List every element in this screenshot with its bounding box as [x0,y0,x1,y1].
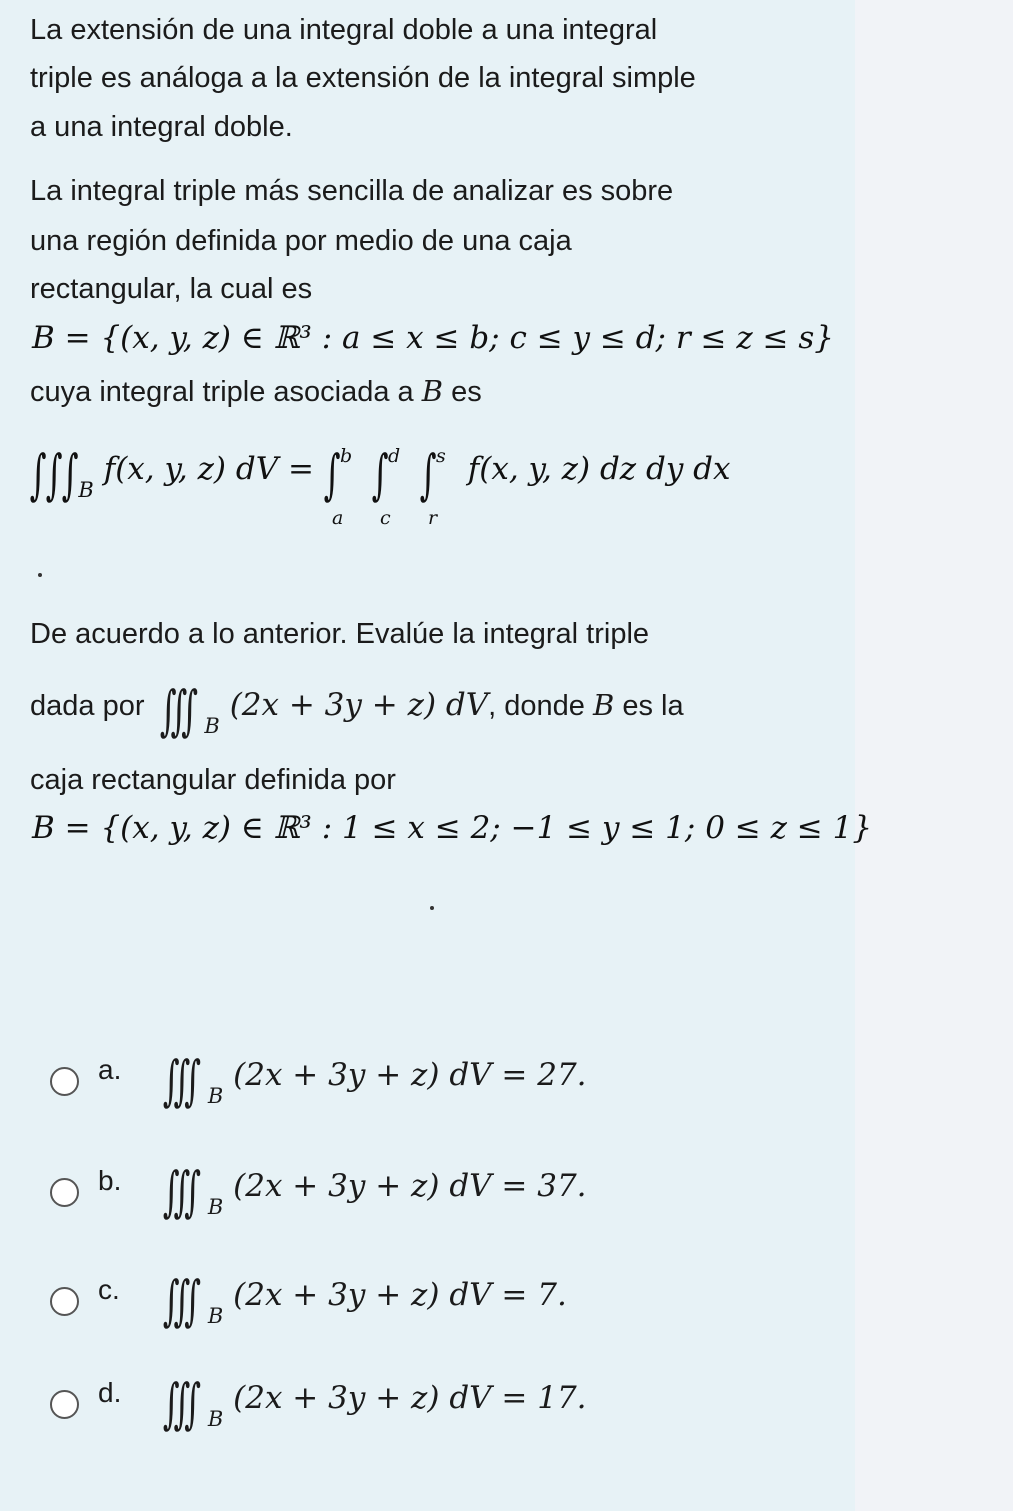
option-letter: c. [98,1274,120,1305]
option-a[interactable] [46,1049,826,1134]
period-dot [430,906,434,910]
option-letter: d. [98,1377,122,1408]
radio-button[interactable] [50,1390,79,1419]
intro-line-1: La extensión de una integral doble a una integral [30,14,658,46]
intro-line-7: cuya integral triple asociada a B es [30,374,482,408]
option-c[interactable] [46,1269,826,1354]
integral-sign: ∫ [45,443,63,506]
option-expression: ∭ $_B$ (2x + 3y + z) dV = 17. [162,1372,587,1435]
set-b-specific: B = {(x, y, z) ∈ ℝ³ : 1 ≤ x ≤ 2; −1 ≤ y ≤ 1; 0 ≤ z ≤ 1} [32,810,873,846]
radio-button[interactable] [50,1178,79,1207]
intro-line-2: triple es análoga a la extensión de la integral simple [30,62,696,94]
question-line-2: dada por ∭ $_B$ (2x + 3y + z) dV, donde B es la [30,679,684,742]
option-expression: ∭ $_B$ (2x + 3y + z) dV = 7. [162,1269,567,1332]
integral-sign: ∫ [419,443,437,506]
radio-button[interactable] [50,1067,79,1096]
question-line-1: De acuerdo a lo anterior. Evalúe la integral triple [30,618,650,650]
option-expression: ∭ $_B$ (2x + 3y + z) dV = 27. [162,1049,587,1112]
option-b[interactable] [46,1160,826,1245]
option-d[interactable] [46,1372,826,1457]
option-letter: a. [98,1054,122,1085]
period-dot [38,573,42,577]
integral-sign: ∫ [29,443,47,506]
intro-line-6: rectangular, la cual es [30,273,313,305]
integral-sign: ∫ [323,443,341,506]
intro-line-3: a una integral doble. [30,111,293,143]
region-subscript: B [78,478,94,502]
triple-integral-formula: $\int\int\int_B$ f(x, y, z) dV = ∫ b a ∫ d c ∫ s r f(x, y, z) dz dy dx [29,443,731,529]
integral-sign: ∫ [371,443,389,506]
set-b-general: B = {(x, y, z) ∈ ℝ³ : a ≤ x ≤ b; c ≤ y ≤ d; r ≤ z ≤ s} [32,320,835,356]
radio-button[interactable] [50,1287,79,1316]
side-margin [855,0,1013,1511]
formula-lhs: f(x, y, z) dV = [103,451,314,487]
question-line-3: caja rectangular definida por [30,764,396,796]
integral-sign: ∭ [159,679,198,742]
intro-line-4: La integral triple más sencilla de analizar es sobre [30,175,674,207]
formula-rhs: f(x, y, z) dz dy dx [467,451,731,487]
intro-line-5: una región definida por medio de una caja [30,225,572,257]
option-expression: ∭ $_B$ (2x + 3y + z) dV = 37. [162,1160,587,1223]
option-letter: b. [98,1165,122,1196]
integral-sign: ∫ [61,443,79,506]
